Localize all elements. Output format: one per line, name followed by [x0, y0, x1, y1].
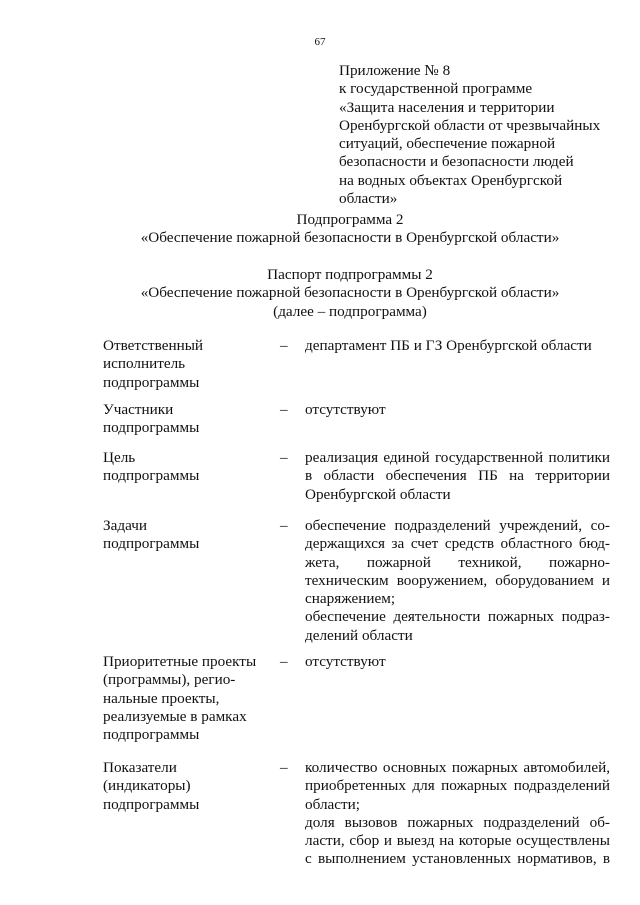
row-label-line: Участники: [103, 401, 174, 418]
row-value: [305, 401, 610, 419]
appendix-line: области»: [339, 190, 398, 208]
appendix-line: безопасности и безопасности людей: [339, 153, 574, 171]
row-dash: –: [280, 653, 288, 670]
appendix-line: к государственной программе: [339, 80, 533, 98]
row-label-line: (индикаторы): [103, 777, 191, 795]
page-number: 67: [314, 36, 326, 48]
row-value-line: области;: [305, 795, 360, 813]
appendix-line: на водных объектах Оренбургской: [339, 171, 563, 189]
row-value: [305, 759, 610, 869]
row-label-line: подпрограммы: [103, 467, 200, 485]
row-label-line: подпрограммы: [103, 419, 200, 437]
row-value: [305, 517, 610, 645]
row-value-line: снаряжением;: [305, 590, 396, 608]
row-value-line: реализация единой государственной политики: [305, 449, 610, 466]
row-value-line: в области обеспечения ПБ на территории: [305, 467, 610, 485]
row-value-line: жета, пожарной техникой, пожарно-: [305, 553, 610, 571]
row-dash: –: [280, 759, 288, 776]
passport-title-line: Паспорт подпрограммы 2: [267, 266, 433, 283]
appendix-line: Оренбургской области от чрезвычайных: [339, 116, 601, 134]
row-dash: –: [280, 517, 288, 534]
appendix-line: «Защита населения и территории: [339, 98, 555, 116]
row-label: [103, 653, 273, 744]
appendix-header: [339, 62, 624, 208]
appendix-line: Приложение № 8: [339, 62, 451, 79]
row-value-line: количество основных пожарных автомобилей,: [305, 759, 610, 776]
subprogram-title: [0, 211, 640, 248]
row-label-line: Цель: [103, 449, 136, 466]
row-label-line: подпрограммы: [103, 535, 200, 553]
row-label-line: исполнитель: [103, 355, 186, 373]
row-label: [103, 759, 273, 814]
row-value-line: обеспечение деятельности пожарных подраз-: [305, 608, 610, 626]
row-dash: –: [280, 449, 288, 466]
row-value-line: делений области: [305, 626, 413, 644]
appendix-line: ситуаций, обеспечение пожарной: [339, 135, 556, 153]
row-label-line: (программы), регио-: [103, 671, 236, 689]
row-label-line: Ответственный: [103, 337, 204, 354]
row-value-line: приобретенных для пожарных подразделений: [305, 777, 610, 795]
row-dash: –: [280, 401, 288, 418]
passport-title: [0, 266, 640, 321]
row-value: [305, 337, 610, 355]
row-dash: –: [280, 337, 288, 354]
row-label: [103, 449, 273, 486]
row-label-line: Показатели: [103, 759, 177, 776]
row-value-line: доля вызовов пожарных подразделений об-: [305, 813, 610, 831]
row-value-line: техническим вооружением, оборудованием и: [305, 571, 610, 589]
row-value-line: Оренбургской области: [305, 485, 451, 503]
row-value-line: держащихся за счет средств областного бюд-: [305, 535, 610, 553]
row-label-line: подпрограммы: [103, 795, 200, 813]
row-label-line: подпрограммы: [103, 726, 200, 744]
row-value-line: отсутствуют: [305, 653, 386, 670]
row-label-line: подпрограммы: [103, 373, 200, 391]
row-label: [103, 337, 273, 392]
row-value-line: с выполнением установленных нормативов, в: [305, 850, 610, 868]
row-label-line: реализуемые в рамках: [103, 707, 247, 725]
subprogram-title-line: «Обеспечение пожарной безопасности в Оренбургской области»: [140, 229, 560, 247]
row-label-line: Приоритетные проекты: [103, 653, 257, 670]
subprogram-title-line: Подпрограмма 2: [296, 211, 404, 228]
row-value-line: департамент ПБ и ГЗ Оренбургской области: [305, 337, 592, 354]
row-value: [305, 449, 610, 504]
passport-title-line: (далее – подпрограмма): [273, 302, 427, 320]
row-value-line: обеспечение подразделений учреждений, со-: [305, 517, 610, 534]
row-value: [305, 653, 610, 671]
passport-title-line: «Обеспечение пожарной безопасности в Оренбургской области»: [140, 284, 560, 302]
row-label-line: Задачи: [103, 517, 147, 534]
row-label-line: нальные проекты,: [103, 689, 220, 707]
row-label: [103, 517, 273, 554]
row-value-line: ласти, сбор и выезд на которые осуществлены: [305, 832, 610, 850]
row-value-line: отсутствуют: [305, 401, 386, 418]
row-label: [103, 401, 273, 438]
